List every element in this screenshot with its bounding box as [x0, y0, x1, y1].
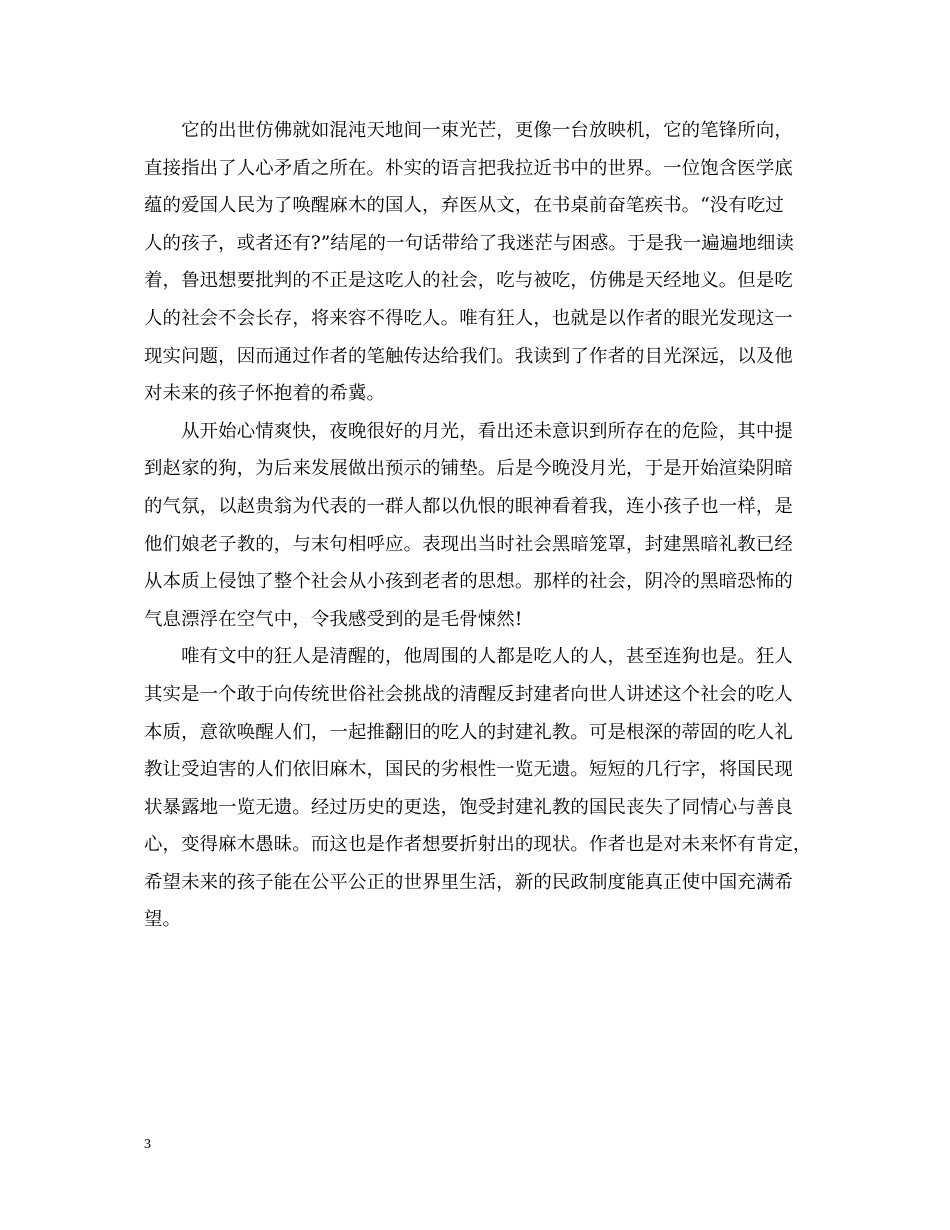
page-number: 3 — [144, 1137, 151, 1152]
text-line: 它的出世仿佛就如混沌天地间一束光芒，更像一台放映机，它的笔锋所向， — [144, 120, 793, 141]
text-line: 现实问题，因而通过作者的笔触传达给我们。我读到了作者的目光深远，以及他 — [144, 345, 793, 367]
text-line: 望。 — [144, 909, 182, 931]
text-line: 希望未来的孩子能在公平公正的世界里生活，新的民政制度能真正使中国充满希 — [144, 871, 793, 893]
text-line: 教让受迫害的人们依旧麻木，国民的劣根性一览无遗。短短的几行字，将国民现 — [144, 759, 793, 781]
text-line: 着，鲁迅想要批判的不正是这吃人的社会，吃与被吃，仿佛是天经地义。但是吃 — [144, 270, 793, 292]
text-line: 唯有文中的狂人是清醒的，他周围的人都是吃人的人，甚至连狗也是。狂人 — [144, 646, 793, 668]
text-line: 本质，意欲唤醒人们，一起推翻旧的吃人的封建礼教。可是根深的蒂固的吃人礼 — [144, 721, 793, 743]
text-line: 直接指出了人心矛盾之所在。朴实的语言把我拉近书中的世界。一位饱含医学底 — [144, 157, 793, 179]
text-line: 对未来的孩子怀抱着的希冀。 — [144, 383, 386, 405]
text-line: 气息漂浮在空气中，令我感受到的是毛骨悚然! — [144, 608, 523, 630]
text-line: 他们娘老子教的，与末句相呼应。表现出当时社会黑暗笼罩，封建黑暗礼教已经 — [144, 533, 793, 555]
text-line: 心，变得麻木愚昧。而这也是作者想要折射出的现状。作者也是对未来怀有肯定， — [144, 834, 812, 856]
text-line: 蕴的爱国人民为了唤醒麻木的国人，弃医从文，在书桌前奋笔疾书。“没有吃过 — [144, 195, 784, 217]
text-line: 的气氛，以赵贵翁为代表的一群人都以仇恨的眼神看着我，连小孩子也一样，是 — [144, 495, 793, 517]
text-line: 从本质上侵蚀了整个社会从小孩到老者的思想。那样的社会，阴冷的黑暗恐怖的 — [144, 571, 793, 593]
body-text — [144, 112, 822, 939]
text-line: 人的社会不会长存，将来容不得吃人。唯有狂人，也就是以作者的眼光发现这一 — [144, 307, 793, 329]
text-line: 从开始心情爽快，夜晚很好的月光，看出还未意识到所存在的危险，其中提 — [144, 420, 793, 442]
text-line: 状暴露地一览无遗。经过历史的更迭，饱受封建礼教的国民丧失了同情心与善良 — [144, 796, 793, 818]
text-line: 人的孩子，或者还有?”结尾的一句话带给了我迷茫与困惑。于是我一遍遍地细读 — [144, 232, 794, 254]
text-line: 其实是一个敢于向传统世俗社会挑战的清醒反封建者向世人讲述这个社会的吃人 — [144, 683, 793, 705]
text-line: 到赵家的狗，为后来发展做出预示的铺垫。后是今晚没月光，于是开始渲染阴暗 — [144, 458, 793, 480]
